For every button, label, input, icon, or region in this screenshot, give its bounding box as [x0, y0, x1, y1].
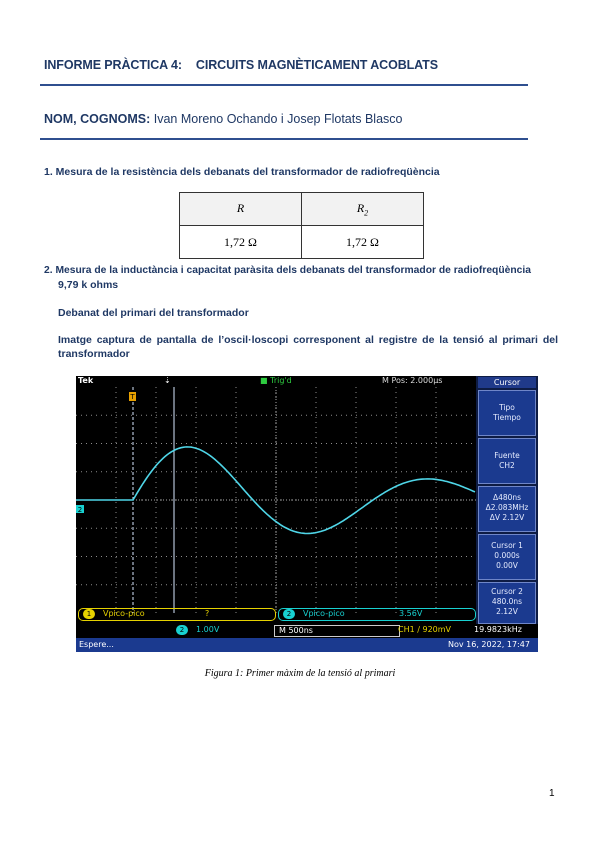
- report-title-main: CIRCUITS MAGNÈTICAMENT ACOBLATS: [195, 58, 438, 72]
- title-rule: [40, 84, 528, 86]
- trigger-frequency: 19.9823kHz: [474, 625, 522, 634]
- scope-message-bar: [76, 638, 538, 652]
- ch2-indicator: 2: [176, 625, 188, 635]
- cursor-menu-title: Cursor: [478, 377, 536, 388]
- authors-line: [44, 112, 402, 126]
- ch2-measurement: 2 Vpico-pico 3.56V: [278, 608, 476, 621]
- cursor-source-button[interactable]: Fuente CH2: [478, 438, 536, 484]
- trigger-position-icon: ⇣: [164, 376, 171, 385]
- resistance-table-value-row: [180, 226, 424, 259]
- scope-description-paragraph: Imatge captura de pantalla de l’oscil·loscopi corresponent al registre de la tensió al primari del transformador: [58, 334, 558, 360]
- authors-value: Ivan Moreno Ochando i Josep Flotats Blasco: [153, 112, 403, 126]
- resistance-table-header-row: [180, 193, 424, 226]
- section-2-heading: 2. Mesura de la inductància i capacitat paràsita dels debanats del transformador de radiofreqüència: [44, 265, 531, 276]
- oscilloscope-screenshot: [76, 376, 538, 652]
- svg-text:T: T: [130, 393, 135, 401]
- svg-text:2: 2: [77, 506, 83, 514]
- report-title-prefix: INFORME PRÀCTICA 4:: [44, 58, 182, 72]
- cursor-type-button[interactable]: Tipo Tiempo: [478, 390, 536, 436]
- authors-rule: [40, 138, 528, 140]
- resistance-value-r2: 1,72 Ω: [302, 226, 424, 259]
- figure-caption: Figura 1: Primer màxim de la tensió al primari: [204, 668, 396, 679]
- horizontal-position: M Pos: 2.000µs: [382, 376, 443, 385]
- trigger-info: CH1 ∕ 920mV: [398, 625, 452, 634]
- cursor-delta-readout: Δ480ns Δ2.083MHz ΔV 2.12V: [478, 486, 536, 532]
- cursor-2-button[interactable]: Cursor 2 480.0ns 2.12V: [478, 582, 536, 624]
- trigger-status: ■ Trig'd: [260, 376, 292, 385]
- scope-graticule: [76, 387, 476, 613]
- resistance-header-r2: $R_2$: [302, 193, 424, 226]
- resistance-header-r1: R: [180, 193, 302, 226]
- scope-top-bar: [76, 376, 538, 387]
- primary-winding-subheading: Debanat del primari del transformador: [58, 307, 249, 319]
- timebase: M 500ns: [274, 625, 400, 637]
- ch2-scale: 1.00V: [196, 625, 220, 634]
- page-number: 1: [549, 788, 555, 799]
- resistance-table: [179, 192, 424, 259]
- acquisition-status: Espere...: [79, 640, 114, 649]
- cursor-1-button[interactable]: Cursor 1 0.000s 0.00V: [478, 534, 536, 580]
- ch1-measurement: 1 Vpico-pico ?: [78, 608, 276, 621]
- section-1-heading: 1. Mesura de la resistència dels debanats del transformador de radiofreqüència: [44, 166, 440, 178]
- section-2-heading-line2: 9,79 k ohms: [58, 279, 119, 291]
- scope-status-row: [76, 624, 538, 637]
- authors-label: NOM, COGNOMS:: [44, 112, 151, 126]
- resistance-value-r1: 1,72 Ω: [180, 226, 302, 259]
- report-title: [44, 58, 438, 72]
- scope-datetime: Nov 16, 2022, 17:47: [448, 640, 530, 649]
- scope-brand: Tek: [78, 376, 94, 385]
